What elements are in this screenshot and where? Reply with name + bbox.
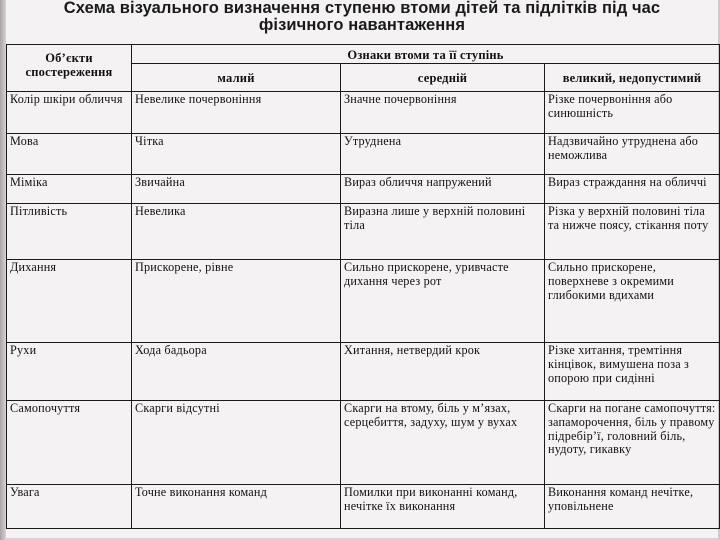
row-medium: Виразна лише у верхній половині тіла (341, 204, 545, 260)
table-row (7, 134, 720, 175)
row-medium: Помилки при виконанні команд, нечітке їх виконання (341, 485, 545, 529)
signs-header: Ознаки втоми та її ступінь (132, 45, 720, 64)
row-object: Дихання (7, 260, 132, 343)
row-object: Рухи (7, 343, 132, 401)
row-small: Точне виконання команд (132, 485, 341, 529)
row-large: Сильно прискорене, поверхневе з окремими глибокими вдихами (545, 260, 720, 343)
row-medium: Хитання, нетвердий крок (341, 343, 545, 401)
row-medium: Вираз обличчя напружений (341, 175, 545, 204)
row-medium: Скарги на втому, біль у м’язах, серцебиття, задуху, шум у вухах (341, 401, 545, 485)
table-row (7, 401, 720, 485)
row-large: Вираз страждання на обличчі (545, 175, 720, 204)
row-medium: Значне почервоніння (341, 92, 545, 134)
title-line-1: Схема візуального визначення ступеню втоми дітей та підлітків під час (63, 0, 661, 17)
table-row (7, 343, 720, 401)
row-large: Різка у верхній половині тіла та нижче поясу, стікання поту (545, 204, 720, 260)
row-medium: Утруднена (341, 134, 545, 175)
table-row (7, 175, 720, 204)
slide (6, 0, 718, 538)
row-large: Різке почервоніння або синюшність (545, 92, 720, 134)
fatigue-table (6, 44, 720, 529)
row-object: Колір шкіри обличчя (7, 92, 132, 134)
row-object: Міміка (7, 175, 132, 204)
row-small: Невелика (132, 204, 341, 260)
row-large: Скарги на погане самопочуття: запаморочення, біль у правому підребір’ї, головний біль, нудоту, гикавку (545, 401, 720, 485)
row-object: Увага (7, 485, 132, 529)
row-object: Мова (7, 134, 132, 175)
objects-header: Об’єкти спостереження (7, 45, 132, 92)
row-object: Самопочуття (7, 401, 132, 485)
table-row (7, 260, 720, 343)
title-line-2: фізичного навантаження (258, 16, 466, 34)
degree-header-large: великий, недопустимий (545, 64, 720, 92)
row-medium: Сильно прискорене, уривчасте дихання через рот (341, 260, 545, 343)
row-small: Невелике почервоніння (132, 92, 341, 134)
row-large: Різке хитання, тремтіння кінцівок, вимушена поза з опорою при сидінні (545, 343, 720, 401)
table-row (7, 92, 720, 134)
degree-header-small: малий (132, 64, 341, 92)
slide-title (6, 0, 718, 34)
row-large: Виконання команд нечітке, уповільнене (545, 485, 720, 529)
row-small: Чітка (132, 134, 341, 175)
row-small: Прискорене, рівне (132, 260, 341, 343)
row-small: Скарги відсутні (132, 401, 341, 485)
table-row (7, 204, 720, 260)
row-large: Надзвичайно утруднена або неможлива (545, 134, 720, 175)
table-row (7, 485, 720, 529)
row-object: Пітливість (7, 204, 132, 260)
degree-header-medium: середній (341, 64, 545, 92)
row-small: Звичайна (132, 175, 341, 204)
row-small: Хода бадьора (132, 343, 341, 401)
